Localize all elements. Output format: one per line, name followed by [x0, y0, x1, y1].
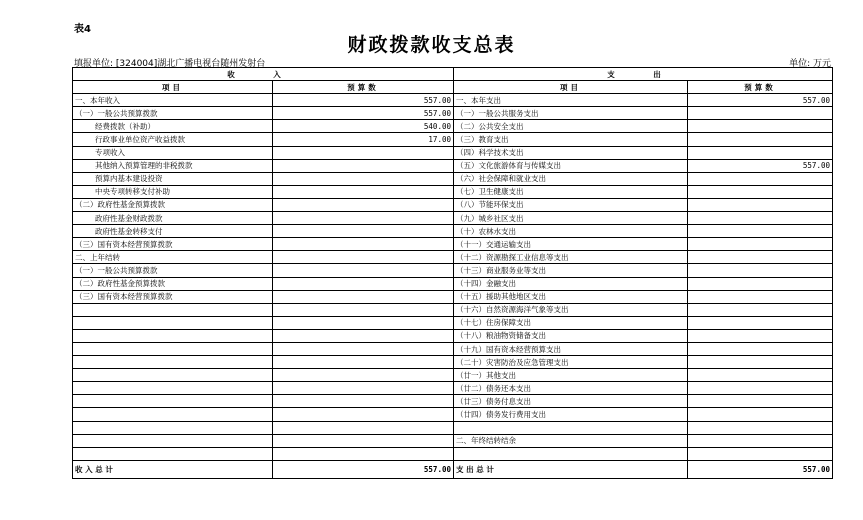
expense-item-cell: （廿二）债务还本支出 [454, 382, 688, 395]
table-row [73, 264, 833, 277]
expense-item-cell: （廿一）其他支出 [454, 369, 688, 382]
expense-value-cell: 557.00 [688, 159, 833, 172]
table-row [73, 277, 833, 290]
income-value-cell [273, 225, 454, 238]
expense-item-cell: （十八）粮油物资储备支出 [454, 329, 688, 342]
income-item-cell [73, 316, 273, 329]
expense-item-cell: （五）文化旅游体育与传媒支出 [454, 159, 688, 172]
expense-item-cell: （十三）商业服务业等支出 [454, 264, 688, 277]
expense-value-cell [688, 434, 833, 447]
expense-value-cell [688, 447, 833, 460]
table-row [73, 159, 833, 172]
expense-value-cell [688, 264, 833, 277]
table-row [73, 238, 833, 251]
income-item-cell [73, 342, 273, 355]
expense-value-cell [688, 277, 833, 290]
expense-item-cell: （十九）国有资本经营预算支出 [454, 342, 688, 355]
table-row [73, 172, 833, 185]
table-row [73, 421, 833, 434]
expense-item-cell [454, 447, 688, 460]
column-header-row [73, 81, 833, 94]
budget-summary-table [72, 67, 833, 479]
expense-item-cell: （十六）自然资源海洋气象等支出 [454, 303, 688, 316]
expense-item-cell [454, 421, 688, 434]
table-row [73, 133, 833, 146]
income-item-cell [73, 447, 273, 460]
income-item-cell [73, 303, 273, 316]
expense-item-cell: （一）一般公共服务支出 [454, 107, 688, 120]
expense-value-cell [688, 172, 833, 185]
table-row [73, 251, 833, 264]
table-row [73, 408, 833, 421]
income-item-cell: 预算内基本建设投资 [73, 172, 273, 185]
income-value-cell [273, 172, 454, 185]
expense-total-value: 557.00 [688, 460, 833, 478]
expense-value-cell [688, 146, 833, 159]
income-item-cell: 政府性基金转移支付 [73, 225, 273, 238]
income-value-cell [273, 185, 454, 198]
expense-value-cell [688, 107, 833, 120]
income-item-cell: 政府性基金财政拨款 [73, 212, 273, 225]
expense-item-cell: （四）科学技术支出 [454, 146, 688, 159]
income-item-cell [73, 369, 273, 382]
expense-value-cell [688, 120, 833, 133]
income-value-cell [273, 198, 454, 211]
income-value-cell [273, 290, 454, 303]
income-item-cell: （二）政府性基金预算拨款 [73, 198, 273, 211]
table-row [73, 316, 833, 329]
expense-item-cell: （十二）资源勘探工业信息等支出 [454, 251, 688, 264]
income-item-cell: 一、本年收入 [73, 94, 273, 107]
expense-value-cell [688, 133, 833, 146]
income-value-cell: 540.00 [273, 120, 454, 133]
income-item-cell: 行政事业单位资产收益拨款 [73, 133, 273, 146]
expense-item-cell: （二）公共安全支出 [454, 120, 688, 133]
expense-value-cell [688, 395, 833, 408]
income-value-cell [273, 303, 454, 316]
table-row [73, 290, 833, 303]
expense-item-cell: （九）城乡社区支出 [454, 212, 688, 225]
expense-item-cell: （二十）灾害防治及应急管理支出 [454, 356, 688, 369]
income-value-cell [273, 382, 454, 395]
income-item-cell: 中央专项转移支付补助 [73, 185, 273, 198]
income-value-cell: 557.00 [273, 107, 454, 120]
expense-item-cell: （十）农林水支出 [454, 225, 688, 238]
expense-value-cell: 557.00 [688, 94, 833, 107]
income-item-cell: （一）一般公共预算拨款 [73, 107, 273, 120]
expense-value-cell [688, 342, 833, 355]
income-item-cell [73, 356, 273, 369]
income-item-cell: （二）政府性基金预算拨款 [73, 277, 273, 290]
income-value-cell [273, 408, 454, 421]
expense-value-cell [688, 225, 833, 238]
income-value-cell [273, 395, 454, 408]
table-row [73, 94, 833, 107]
table-row [73, 120, 833, 133]
income-value-cell [273, 421, 454, 434]
income-value-cell [273, 159, 454, 172]
income-item-cell [73, 395, 273, 408]
table-row [73, 329, 833, 342]
expense-budget-header: 预算数 [688, 81, 833, 94]
expense-item-cell: （八）节能环保支出 [454, 198, 688, 211]
income-value-cell [273, 238, 454, 251]
income-item-cell [73, 421, 273, 434]
income-value-cell: 557.00 [273, 94, 454, 107]
income-value-cell [273, 434, 454, 447]
table-row [73, 185, 833, 198]
expense-item-cell: （十五）援助其他地区支出 [454, 290, 688, 303]
table-row [73, 434, 833, 447]
expense-item-cell: （十七）住房保障支出 [454, 316, 688, 329]
income-value-cell [273, 369, 454, 382]
income-item-cell: （三）国有资本经营预算拨款 [73, 238, 273, 251]
income-value-cell [273, 146, 454, 159]
expense-item-cell: （十一）交通运输支出 [454, 238, 688, 251]
income-value-cell [273, 342, 454, 355]
expense-value-cell [688, 290, 833, 303]
table-row [73, 146, 833, 159]
table-row [73, 447, 833, 460]
totals-row [73, 460, 833, 478]
income-value-cell [273, 356, 454, 369]
expense-total-label: 支 出 总 计 [454, 460, 688, 478]
expense-value-cell [688, 369, 833, 382]
expense-item-cell: （六）社会保障和就业支出 [454, 172, 688, 185]
income-value-cell [273, 251, 454, 264]
expense-item-cell: （廿四）债务发行费用支出 [454, 408, 688, 421]
expense-value-cell [688, 251, 833, 264]
income-section-header: 收 入 [73, 68, 454, 81]
expense-item-cell: （廿三）债务付息支出 [454, 395, 688, 408]
table-row [73, 225, 833, 238]
income-item-cell: 专项收入 [73, 146, 273, 159]
income-item-cell [73, 382, 273, 395]
income-item-cell: 其他纳入预算管理的非税拨款 [73, 159, 273, 172]
income-value-cell [273, 277, 454, 290]
income-item-cell: （三）国有资本经营预算拨款 [73, 290, 273, 303]
income-item-cell [73, 408, 273, 421]
income-item-header: 项目 [73, 81, 273, 94]
expense-item-cell: （十四）金融支出 [454, 277, 688, 290]
income-item-cell [73, 434, 273, 447]
income-value-cell [273, 316, 454, 329]
table-row [73, 198, 833, 211]
income-item-cell [73, 329, 273, 342]
table-row [73, 369, 833, 382]
currency-unit: 单位: 万元 [789, 59, 831, 69]
expense-item-header: 项目 [454, 81, 688, 94]
expense-section-header: 支 出 [454, 68, 833, 81]
income-value-cell [273, 212, 454, 225]
income-value-cell [273, 447, 454, 460]
expense-value-cell [688, 329, 833, 342]
section-header-row [73, 68, 833, 81]
income-budget-header: 预算数 [273, 81, 454, 94]
expense-item-cell: （七）卫生健康支出 [454, 185, 688, 198]
expense-value-cell [688, 421, 833, 434]
expense-value-cell [688, 316, 833, 329]
table-row [73, 356, 833, 369]
expense-value-cell [688, 408, 833, 421]
expense-value-cell [688, 238, 833, 251]
table-row [73, 212, 833, 225]
expense-item-cell: （三）教育支出 [454, 133, 688, 146]
table-row [73, 303, 833, 316]
expense-value-cell [688, 185, 833, 198]
expense-value-cell [688, 198, 833, 211]
expense-value-cell [688, 356, 833, 369]
table-row [73, 382, 833, 395]
income-item-cell: 经费拨款（补助） [73, 120, 273, 133]
expense-value-cell [688, 212, 833, 225]
table-row [73, 395, 833, 408]
page-title: 财政拨款收支总表 [347, 34, 516, 56]
income-value-cell [273, 264, 454, 277]
expense-value-cell [688, 303, 833, 316]
income-item-cell: 二、上年结转 [73, 251, 273, 264]
table-number: 表4 [74, 24, 91, 35]
income-value-cell [273, 329, 454, 342]
income-total-label: 收 入 总 计 [73, 460, 273, 478]
income-total-value: 557.00 [273, 460, 454, 478]
expense-item-cell: 二、年终结转结余 [454, 434, 688, 447]
income-value-cell: 17.00 [273, 133, 454, 146]
income-item-cell: （一）一般公共预算拨款 [73, 264, 273, 277]
table-row [73, 107, 833, 120]
expense-item-cell: 一、本年支出 [454, 94, 688, 107]
reporting-unit: 填报单位: [324004]湖北广播电视台随州发射台 [74, 59, 266, 69]
table-row [73, 342, 833, 355]
expense-value-cell [688, 382, 833, 395]
